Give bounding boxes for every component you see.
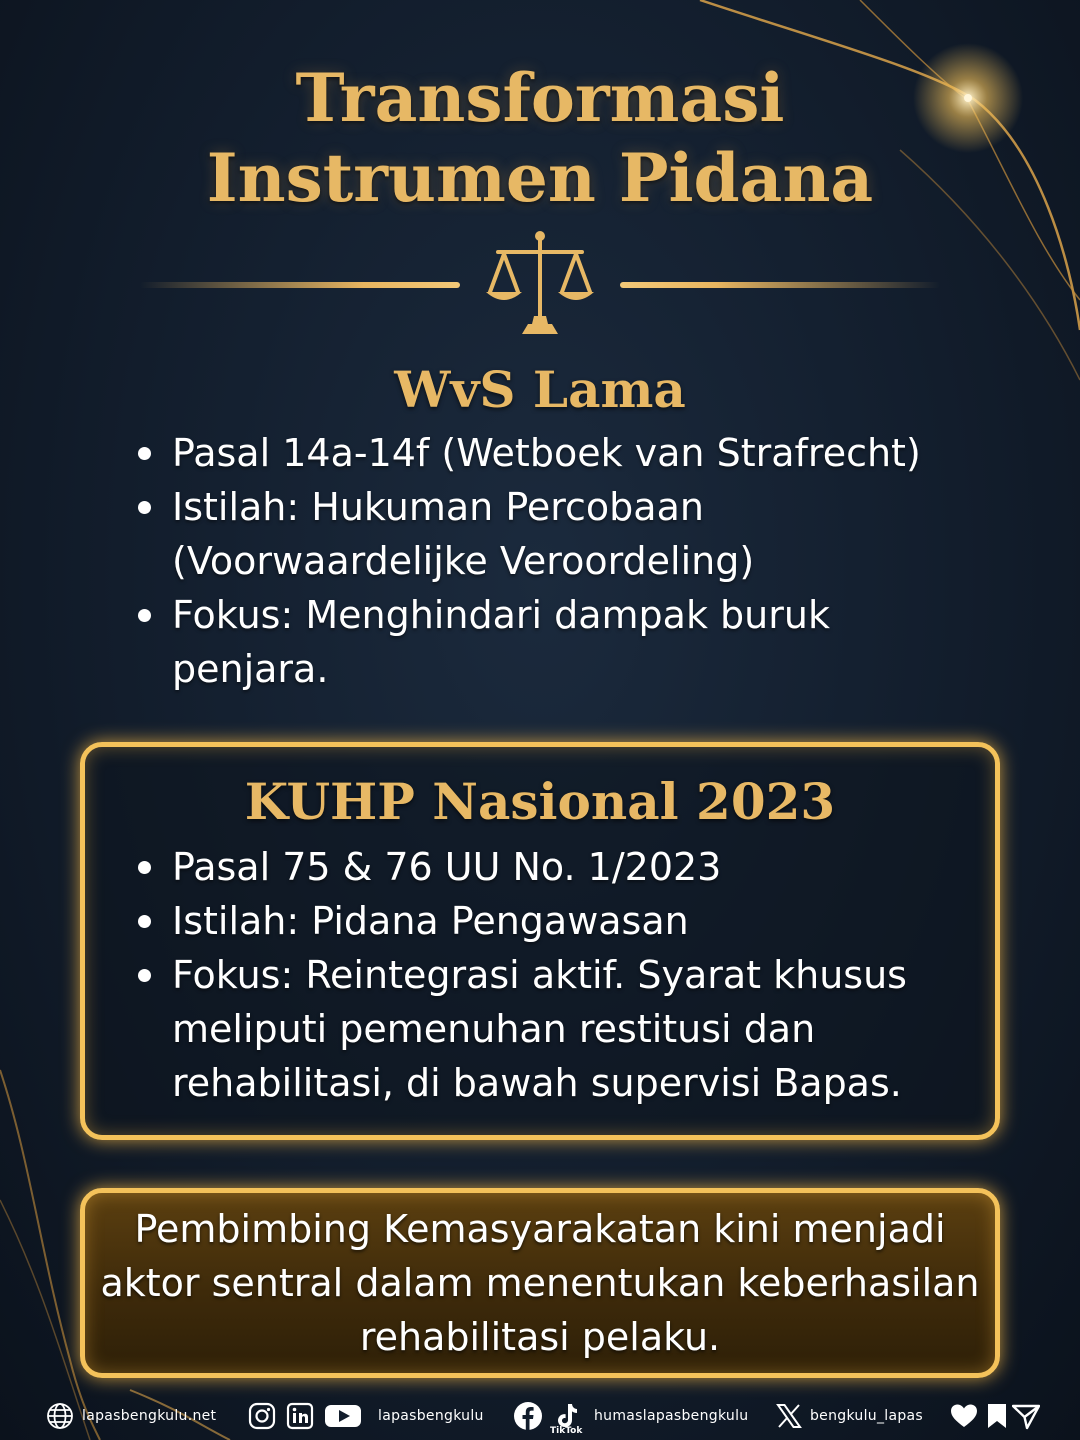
globe-icon bbox=[46, 1402, 74, 1430]
facebook-tiktok-handle-link[interactable] bbox=[586, 1394, 748, 1438]
old-section-list bbox=[130, 426, 950, 696]
tiktok-label: TikTok bbox=[550, 1426, 583, 1436]
summary-text: Pembimbing Kemasyarakatan kini menjadi aktor sentral dalam menentukan keberhasilan rehabilitasi pelaku. bbox=[100, 1207, 980, 1359]
list-item: Pasal 14a-14f (Wetboek van Strafrecht) bbox=[130, 426, 950, 480]
new-section-heading: KUHP Nasional 2023 bbox=[244, 772, 836, 831]
website-text: lapasbengkulu.net bbox=[82, 1408, 217, 1424]
share-button[interactable] bbox=[1012, 1394, 1040, 1438]
page-title-line-1: Transformasi bbox=[295, 59, 785, 137]
linkedin-link[interactable] bbox=[286, 1394, 314, 1438]
bookmark-icon bbox=[986, 1402, 1008, 1430]
website-link[interactable] bbox=[46, 1394, 216, 1438]
footer bbox=[0, 1394, 1080, 1440]
list-item: Fokus: Menghindari dampak buruk penjara. bbox=[130, 588, 950, 696]
divider-right bbox=[620, 282, 940, 288]
heart-icon bbox=[950, 1402, 978, 1430]
facebook-tiktok-handle-text: humaslapasbengkulu bbox=[594, 1408, 749, 1424]
youtube-icon bbox=[324, 1402, 362, 1430]
divider-left bbox=[140, 282, 460, 288]
facebook-link[interactable] bbox=[513, 1394, 543, 1438]
send-icon bbox=[1012, 1402, 1040, 1430]
list-item: Istilah: Pidana Pengawasan bbox=[130, 894, 950, 948]
scales-of-justice-icon bbox=[484, 228, 596, 338]
list-item: Istilah: Hukuman Percobaan (Voorwaardelijke Veroordeling) bbox=[130, 480, 950, 588]
x-handle-text: bengkulu_lapas bbox=[810, 1408, 924, 1424]
save-button[interactable] bbox=[986, 1394, 1008, 1438]
instagram-icon bbox=[248, 1402, 276, 1430]
page-title-line-2: Instrumen Pidana bbox=[206, 139, 874, 217]
instagram-link[interactable] bbox=[248, 1394, 276, 1438]
list-item: Pasal 75 & 76 UU No. 1/2023 bbox=[130, 840, 950, 894]
linkedin-icon bbox=[286, 1402, 314, 1430]
list-item: Fokus: Reintegrasi aktif. Syarat khusus meliputi pemenuhan restitusi dan rehabilitasi, di bawah supervisi Bapas. bbox=[130, 948, 950, 1110]
facebook-icon bbox=[513, 1401, 543, 1431]
new-section-list bbox=[130, 840, 950, 1110]
old-section-heading: WvS Lama bbox=[394, 360, 686, 419]
x-logo-icon bbox=[776, 1403, 802, 1429]
youtube-link[interactable] bbox=[324, 1394, 484, 1438]
like-button[interactable] bbox=[950, 1394, 978, 1438]
x-link[interactable] bbox=[776, 1394, 923, 1438]
social-handle-text: lapasbengkulu bbox=[378, 1408, 484, 1424]
